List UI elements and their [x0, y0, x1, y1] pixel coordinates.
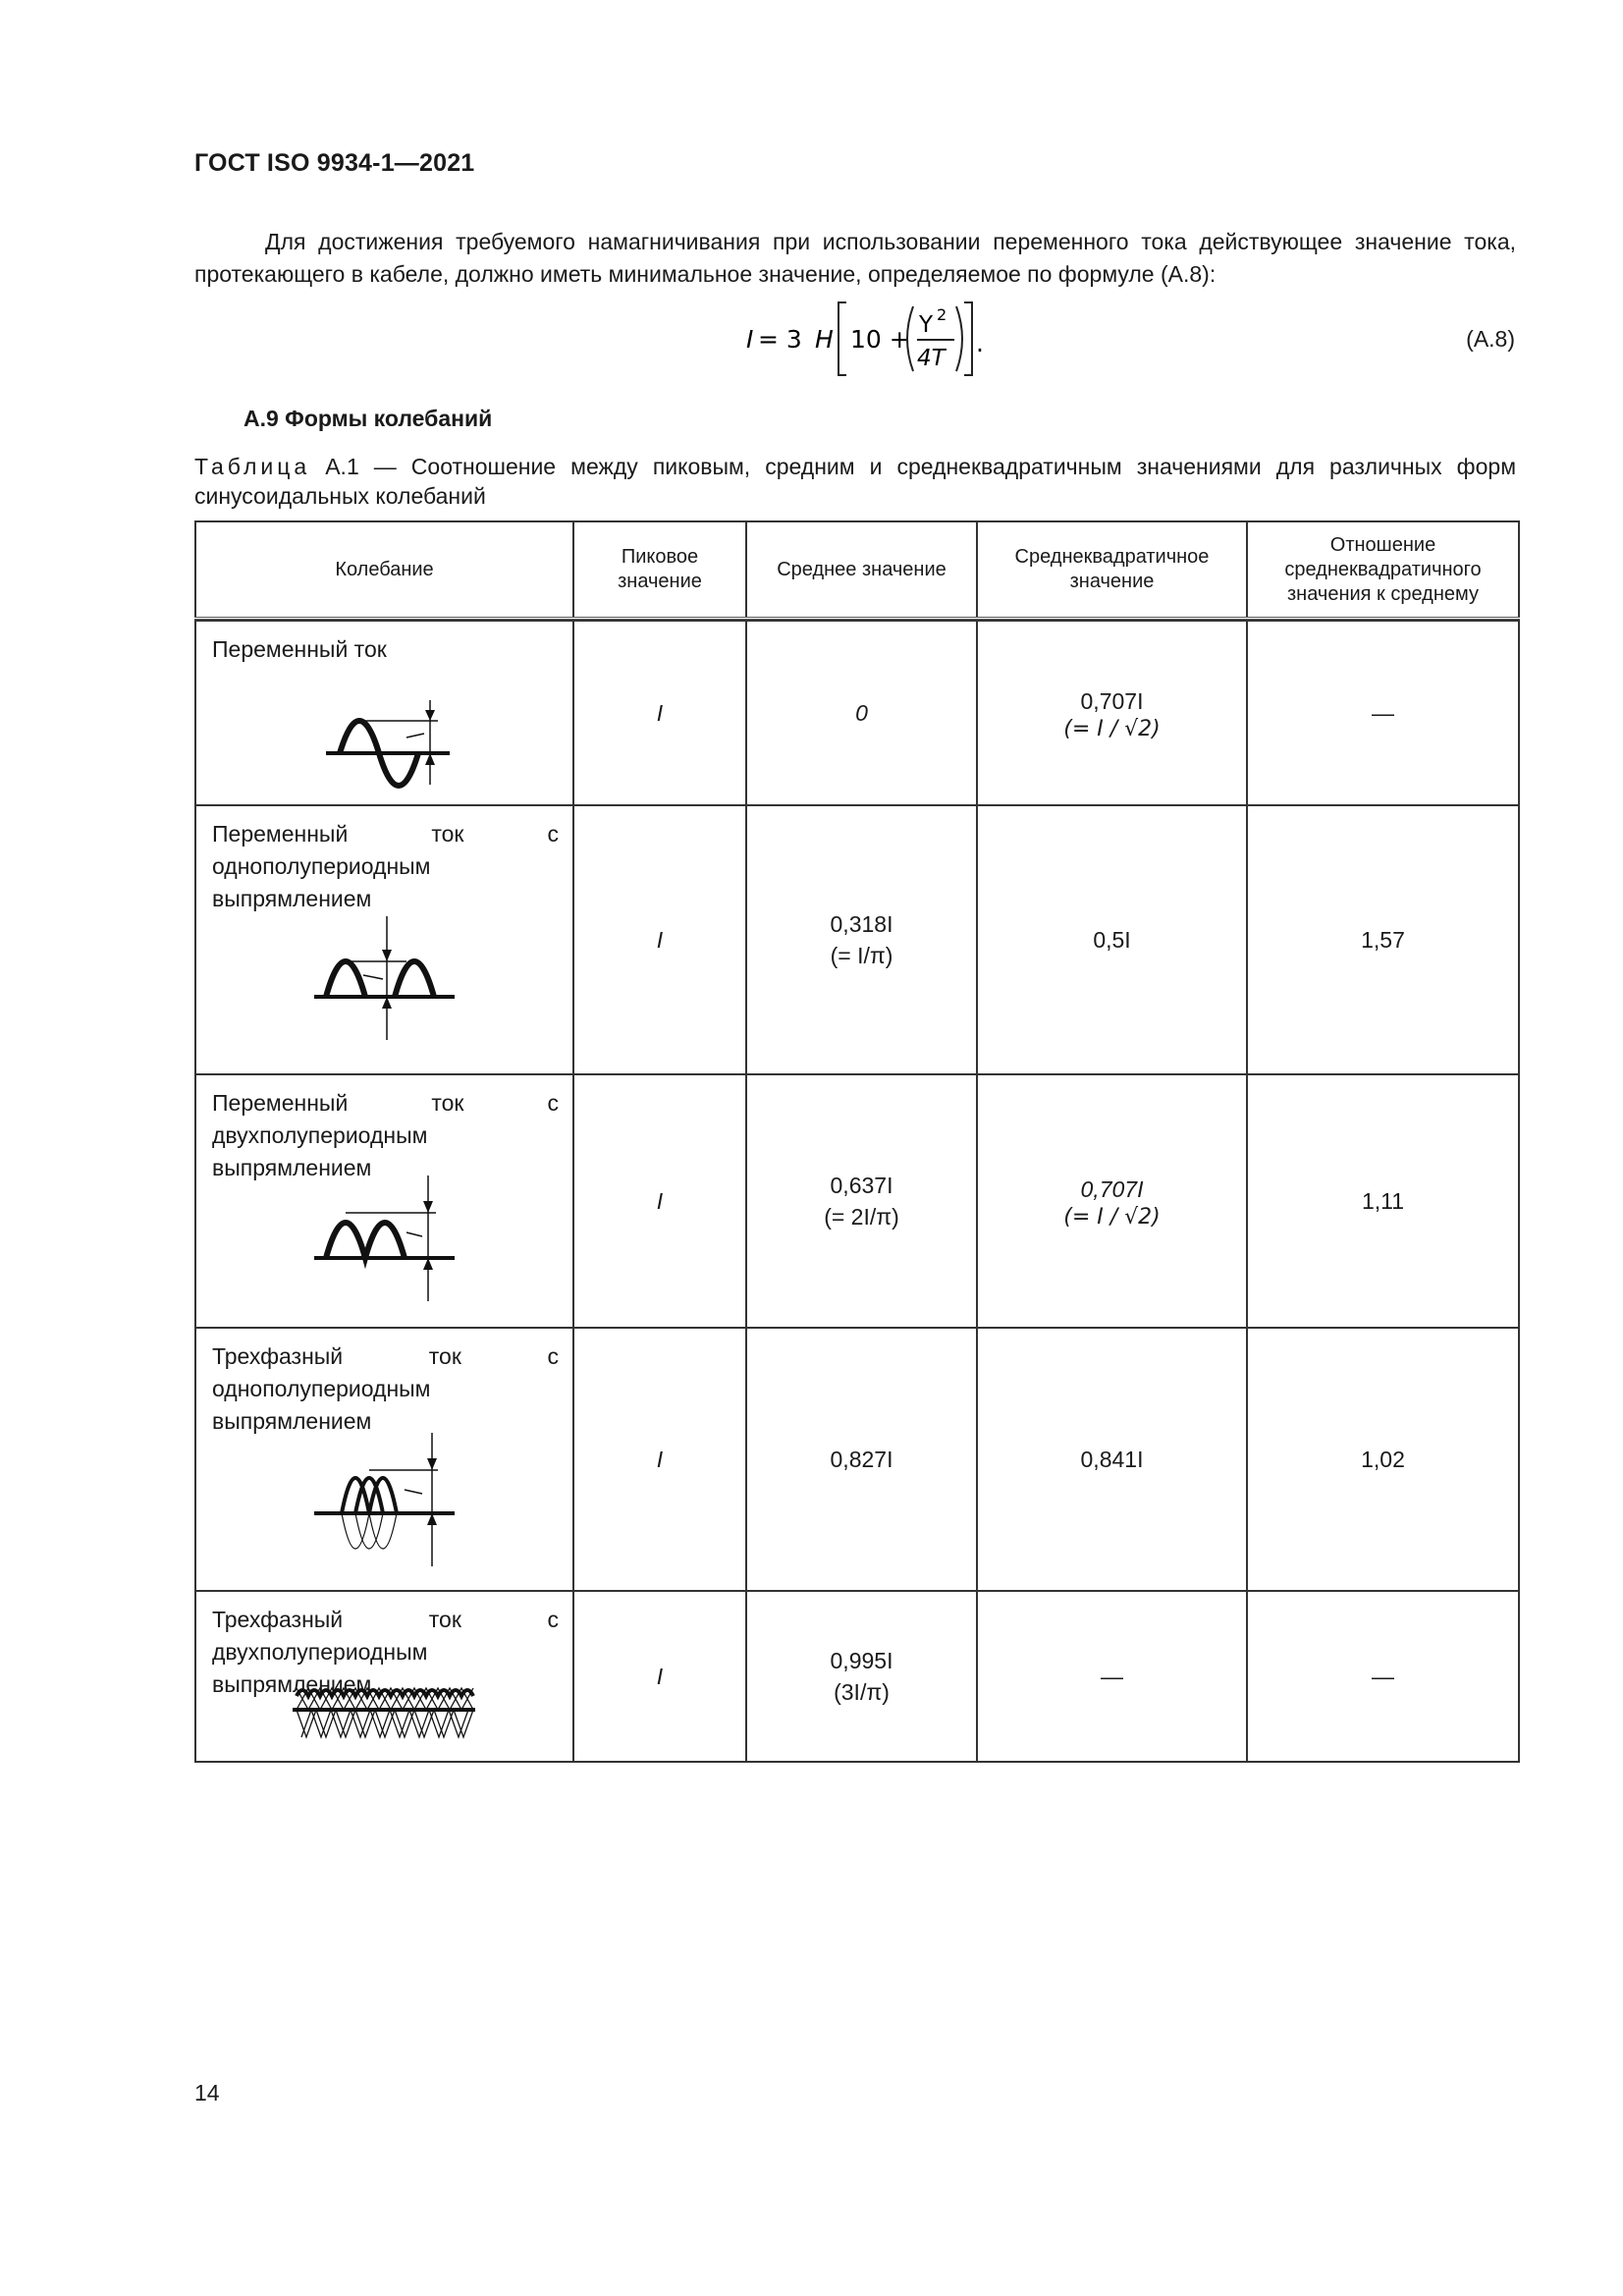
peak-value: I — [573, 1328, 746, 1591]
caption-label: Таблица — [194, 454, 311, 479]
rms-cell — [977, 1074, 1247, 1328]
header-mean: Среднее значение — [746, 521, 977, 619]
header-rms-text: Среднеквадратичное значение — [1014, 546, 1210, 592]
mean-value: 0,995I — [830, 1648, 893, 1673]
waveform-table — [194, 520, 1520, 1763]
formula-lhs: I — [746, 325, 754, 354]
peak-value: I — [573, 1591, 746, 1762]
peak-value: I — [573, 621, 746, 805]
waveform-name: Трехфазный ток с двухполупериодным выпрямлением — [212, 1607, 559, 1697]
header-peak — [573, 521, 746, 619]
formula-h: H — [815, 325, 834, 354]
rms-value: 0,707I — [1080, 1175, 1144, 1202]
waveform-cell — [195, 1074, 573, 1328]
header-waveform: Колебание — [195, 521, 573, 619]
ratio-value: — — [1247, 621, 1519, 805]
ratio-value: 1,57 — [1247, 805, 1519, 1074]
rms-formula: (= I / √2) — [1063, 1204, 1161, 1230]
waveform-name: Переменный ток — [212, 636, 387, 662]
body-paragraph: Для достижения требуемого намагничивания при использовании переменного тока действующее значение тока, протекающего в кабеле, должно иметь минимальное значение, определяемое по формуле (А.8): — [194, 229, 1516, 287]
peak-value: I — [573, 805, 746, 1074]
waveform-name: Переменный ток с однополупериодным выпрямлением — [212, 821, 559, 911]
three-phase-full-wave-icon — [293, 1682, 475, 1751]
waveform-name: Переменный ток с двухполупериодным выпрямлением — [212, 1090, 559, 1180]
mean-formula: (= I/π) — [830, 943, 893, 968]
full-wave-rectified-icon — [312, 1174, 460, 1306]
header-ratio — [1247, 521, 1519, 619]
mean-value: 0,318I — [830, 911, 893, 937]
formula-den: 4T — [917, 346, 946, 371]
table-row — [195, 621, 1519, 805]
table-caption — [194, 452, 1516, 511]
formula-graphic — [746, 295, 1001, 383]
table-row — [195, 1591, 1519, 1762]
mean-formula: (= 2I/π) — [824, 1204, 899, 1230]
header-ratio-text: Отношение среднеквадратичного значения к среднему — [1284, 533, 1482, 605]
rms-value: 0,707I — [1080, 687, 1144, 714]
ratio-value: — — [1247, 1591, 1519, 1762]
ratio-value: 1,02 — [1247, 1328, 1519, 1591]
three-phase-half-wave-icon — [312, 1431, 460, 1578]
waveform-name: Трехфазный ток с однополупериодным выпрямлением — [212, 1343, 559, 1434]
table-row — [195, 805, 1519, 1074]
half-wave-rectified-icon — [312, 908, 460, 1046]
mean-value: 0 — [746, 621, 977, 805]
formula-a8 — [746, 295, 1001, 389]
mean-cell — [746, 1591, 977, 1762]
formula-num: Y — [919, 312, 934, 338]
formula-eq: = 3 — [758, 325, 802, 354]
peak-value: I — [573, 1074, 746, 1328]
formula-sup: 2 — [937, 305, 947, 324]
rms-value: — — [977, 1591, 1247, 1762]
rms-formula: (= I / √2) — [1063, 716, 1161, 741]
waveform-cell — [195, 1328, 573, 1591]
page-number: 14 — [194, 2080, 220, 2105]
mean-value: 0,827I — [746, 1328, 977, 1591]
rms-cell — [977, 621, 1247, 805]
formula-end: . — [976, 329, 984, 357]
mean-formula: (3I/π) — [834, 1679, 890, 1705]
rms-value: 0,5I — [977, 805, 1247, 1074]
ratio-value: 1,11 — [1247, 1074, 1519, 1328]
ac-sine-icon — [322, 681, 450, 789]
table-header-row — [195, 521, 1519, 619]
section-heading: A.9 Формы колебаний — [243, 406, 493, 431]
waveform-cell — [195, 805, 573, 1074]
mean-cell — [746, 1074, 977, 1328]
waveform-cell — [195, 621, 573, 805]
header-peak-text: Пиковое значение — [618, 546, 702, 592]
waveform-cell — [195, 1591, 573, 1762]
mean-value: 0,637I — [830, 1173, 893, 1198]
formula-number: (A.8) — [1466, 326, 1515, 352]
table-row — [195, 1074, 1519, 1328]
document-header: ГОСТ ISO 9934-1—2021 — [194, 149, 475, 177]
rms-value: 0,841I — [977, 1328, 1247, 1591]
table-row — [195, 1328, 1519, 1591]
header-rms — [977, 521, 1247, 619]
caption-text: A.1 — Соотношение между пиковым, средним и среднеквадратичным значениями для различных форм синусоидальных колебаний — [194, 454, 1516, 509]
formula-ten: 10 + — [850, 325, 910, 354]
mean-cell — [746, 805, 977, 1074]
